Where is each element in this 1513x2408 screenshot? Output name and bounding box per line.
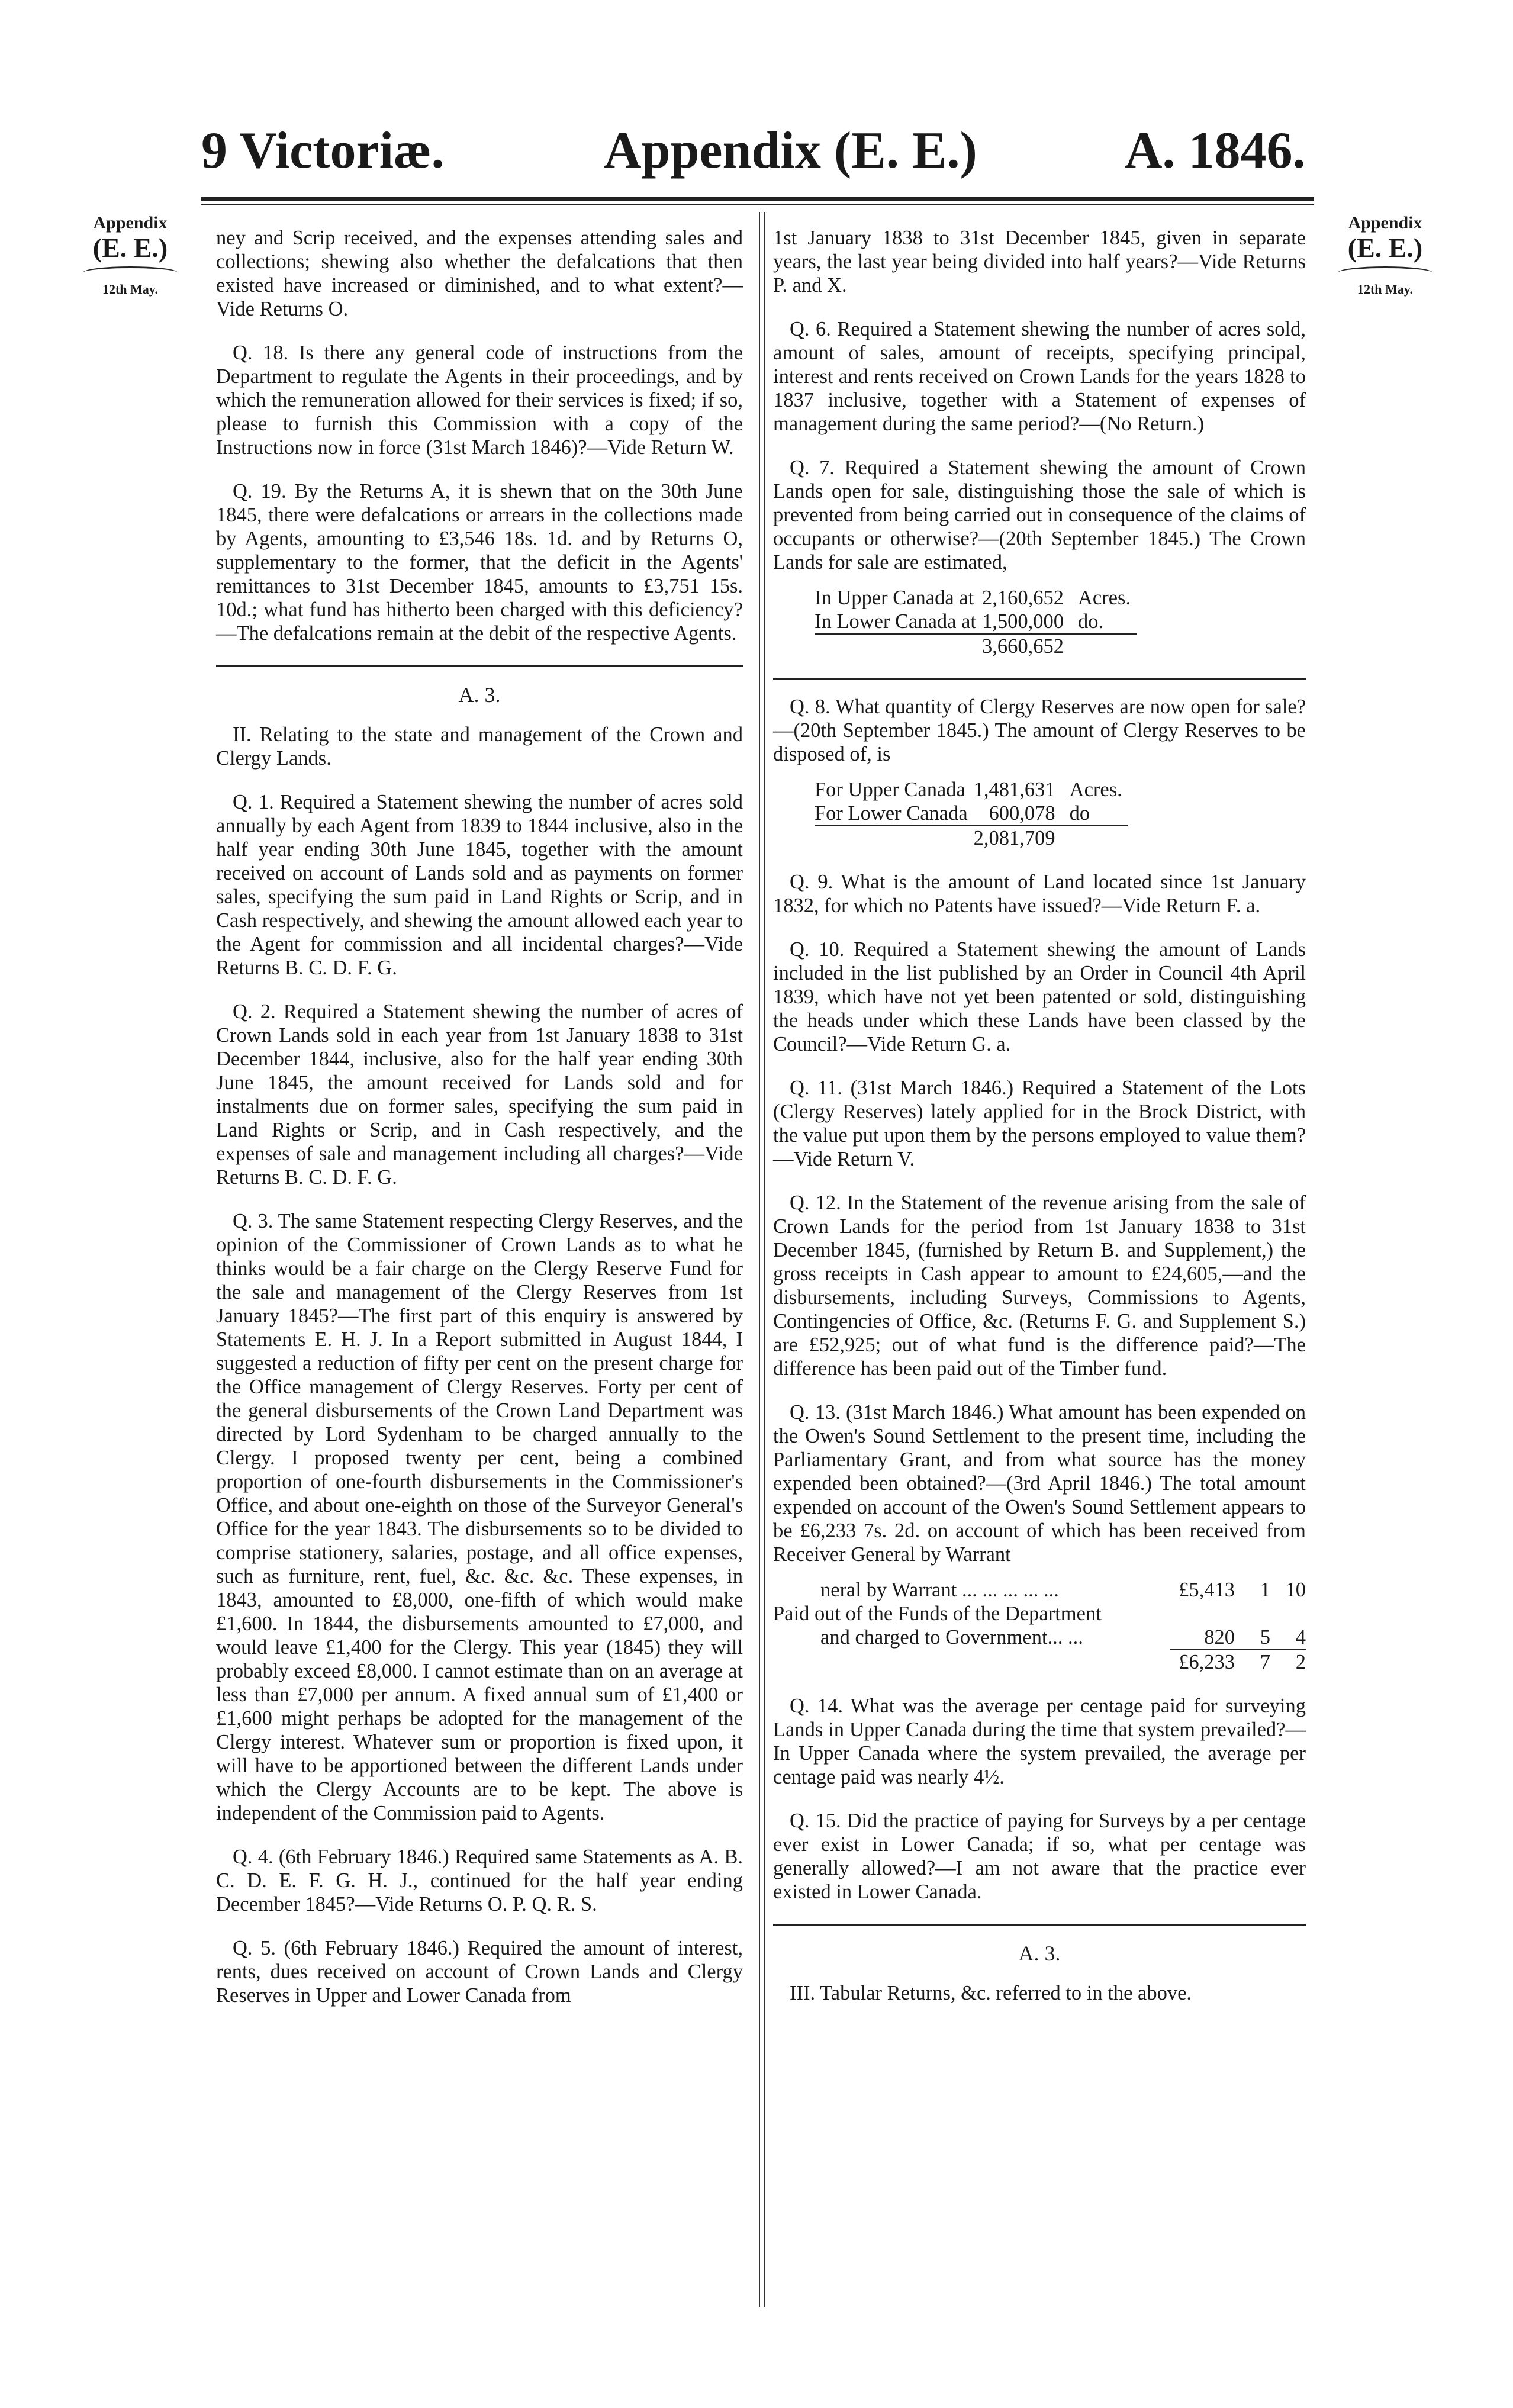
table-row [815, 778, 1128, 801]
table-row [773, 1578, 1306, 1602]
margin-appendix-code: (E. E.) [1347, 233, 1423, 263]
header-regnal-year: 9 Victoriæ. [201, 122, 445, 179]
question-11: Q. 11. (31st March 1846.) Required a Statement of the Lots (Clergy Reserves) lately applied for in the Brock District, with the value put upon them by the persons employed to value them?—Vide Return V. [773, 1077, 1306, 1170]
header-rule-thick [201, 197, 1314, 201]
pounds-cell: 820 [1204, 1626, 1235, 1649]
crown-lands-table [815, 586, 1137, 658]
section-title-ii: II. Relating to the state and management of the Crown and Clergy Lands. [216, 723, 743, 770]
row-value: 1,481,631 [973, 778, 1055, 801]
question-9: Q. 9. What is the amount of Land located since 1st January 1832, for which no Patents have issued?—Vide Return F. a. [773, 871, 1306, 917]
right-column [773, 226, 1306, 2025]
row-unit: Acres. [1078, 587, 1131, 609]
question-5: Q. 5. (6th February 1846.) Required the amount of interest, rents, dues received on account of Crown Lands and Clergy Reserves in Upper and Lower Canada from [216, 1937, 743, 2007]
question-13: Q. 13. (31st March 1846.) What amount has been expended on the Owen's Sound Settlement to the present time, including the Parliamentary Grant, and from what source has the money expended been obtained?—(3rd April 1846.) The total amount expended on account of the Owen's Sound Settlement appears to be £6,233 7s. 2d. on account of which has been received from Receiver General by Warrant [773, 1401, 1306, 1566]
table-row [815, 610, 1137, 634]
pence-cell: 2 [1270, 1650, 1306, 1674]
table-row [815, 801, 1128, 826]
margin-brace [83, 266, 178, 279]
pence-cell: 4 [1295, 1626, 1306, 1649]
row-unit: do [1069, 802, 1090, 825]
pence-cell: 10 [1285, 1579, 1306, 1601]
table-total-row [815, 634, 1137, 658]
question-10: Q. 10. Required a Statement shewing the amount of Lands included in the list published by an Order in Council 4th April 1839, which have not yet been patented or sold, distinguishing the heads under which these Lands have been classed by the Council?—Vide Return G. a. [773, 938, 1306, 1055]
margin-date: 12th May. [102, 282, 159, 297]
pounds-cell: £6,233 [1170, 1650, 1235, 1674]
row-label: and charged to Government... ... [820, 1626, 1083, 1649]
question-7: Q. 7. Required a Statement shewing the amount of Crown Lands open for sale, distinguishing those the sale of which is prevented from being carried out in consequence of the claims of occupants or otherwise?—(20th September 1845.) The Crown Lands for sale are estimated, [773, 456, 1306, 574]
row-value: 600,078 [989, 802, 1055, 825]
margin-date: 12th May. [1357, 282, 1414, 297]
question-12: Q. 12. In the Statement of the revenue arising from the sale of Crown Lands for the period from 1st January 1838 to 31st December 1845, (furnished by Return B. and Supplement,) the gross receipts in Cash appear to amount to £24,605,—and the disbursements, including Surveys, Commissions to Agents, Contingencies of Office, &c. (Returns F. G. and Supplement S.) are £52,925; out of what fund is the difference paid?—The difference has been paid out of the Timber fund. [773, 1192, 1306, 1380]
row-label: Paid out of the Funds of the Department [773, 1602, 1102, 1625]
table-row [773, 1625, 1306, 1650]
margin-appendix-label: Appendix [93, 213, 168, 233]
header-year: A. 1846. [1125, 122, 1306, 179]
row-label: In Lower Canada at [815, 610, 977, 633]
paragraph-intro: ney and Scrip received, and the expenses attending sales and collections; shewing also whether the defalcations that then existed have increased or diminished, and to what extent?—Vide Returns O. [216, 227, 743, 320]
question-2: Q. 2. Required a Statement shewing the number of acres of Crown Lands sold in each year from 1st January 1838 to 31st December 1844, inclusive, also for the half year ending 30th June 1845, the amount received for Lands sold and for instalments due on former sales, specifying the sum paid in Land Rights or Scrip, and in Cash respectively, and the expenses of sale and management including all charges?—Vide Returns B. C. D. F. G. [216, 1000, 743, 1189]
section-rule [216, 665, 743, 667]
clergy-reserves-table [815, 778, 1128, 850]
pounds-cell: £5,413 [1179, 1579, 1235, 1601]
section-rule [773, 1924, 1306, 1926]
owens-sound-accounts-table [773, 1578, 1306, 1674]
total-value: 2,081,709 [974, 826, 1064, 850]
header-appendix-title: Appendix (E. E.) [604, 122, 977, 179]
header-rule-thin [201, 204, 1314, 205]
table-total-row [815, 826, 1128, 850]
shillings-cell: 1 [1260, 1579, 1270, 1601]
question-8: Q. 8. What quantity of Clergy Reserves are now open for sale?—(20th September 1845.) The amount of Clergy Reserves to be disposed of, is [773, 696, 1306, 765]
question-18: Q. 18. Is there any general code of instructions from the Department to regulate the Agents in their proceedings, and by which the remuneration allowed for their services is fixed; if so, please to furnish this Commission with a copy of the Instructions now in force (31st March 1846)?—Vide Return W. [216, 342, 743, 459]
left-column [216, 226, 743, 2027]
question-4: Q. 4. (6th February 1846.) Required same Statements as A. B. C. D. E. F. G. H. J., continued for the half year ending December 1845?—Vide Returns O. P. Q. R. S. [216, 1846, 743, 1916]
table-total-row [773, 1650, 1306, 1674]
table-row [773, 1602, 1306, 1625]
question-14: Q. 14. What was the average per centage paid for surveying Lands in Upper Canada during the time that system prevailed?—In Upper Canada where the system prevailed, the average per centage paid was nearly 4½. [773, 1695, 1306, 1788]
question-19: Q. 19. By the Returns A, it is shewn that on the 30th June 1845, there were defalcations or arrears in the collections made by Agents, amounting to £3,546 18s. 1d. and by Returns O, supplementary to the former, that the deficit in the Agents' remittances to 31st December 1845, amounts to £3,751 15s. 10d.; what fund has hitherto been charged with this deficiency?—The defalcations remain at the debit of the respective Agents. [216, 480, 743, 645]
question-1: Q. 1. Required a Statement shewing the number of acres sold annually by each Agent from 1839 to 1844 inclusive, also in the half year ending 30th June 1845, together with the amount received on account of Lands sold and as payments on former sales, specifying the sum paid in Land Rights or Scrip, and in Cash respectively, and shewing the amount allowed each year to the Agent for commission and all incidental charges?—Vide Returns B. C. D. F. G. [216, 791, 743, 979]
paragraph-continued: 1st January 1838 to 31st December 1845, given in separate years, the last year being divided into half years?—Vide Returns P. and X. [773, 227, 1306, 297]
row-label: neral by Warrant ... ... ... ... ... [820, 1579, 1059, 1601]
question-15: Q. 15. Did the practice of paying for Surveys by a per centage ever exist in Lower Canada; if so, what per centage was generally allowed?—I am not aware that the practice ever existed in Lower Canada. [773, 1810, 1306, 1903]
shillings-cell: 5 [1260, 1626, 1270, 1649]
row-value: 1,500,000 [982, 610, 1064, 633]
question-3: Q. 3. The same Statement respecting Clergy Reserves, and the opinion of the Commissioner of Crown Lands as to what he thinks would be a fair charge on the Clergy Reserve Fund for the sale and management of the Clergy Reserves from 1st January 1845?—The first part of this enquiry is answered by Statements E. H. J. In a Report submitted in August 1844, I suggested a reduction of fifty per cent on the present charge for the Office management of Clergy Reserves. Forty per cent of the general disbursements of the Crown Land Department was directed by Lord Sydenham to be charged annually to the Clergy. I proposed twenty per cent, being a combined proportion of one-fourth disbursements in the Commissioner's Office, and about one-eighth on those of the Surveyor General's Office for the year 1843. The disbursements so to be divided to comprise stationery, salaries, postage, and all office expenses, such as furniture, rent, fuel, &c. &c. &c. These expenses, in 1843, amounted to £8,000, one-fifth of which would make £1,600. In 1844, the disbursements amounted to £7,000, and would leave £1,400 for the Clergy. This year (1845) they will probably exceed £8,000. I cannot estimate than on an average at less than £7,000 per annum. A fixed annual sum of £1,400 or £1,600 might perhaps be adopted for the management of the Clergy interest. Whatever sum or proportion is fixed upon, it will have to be apportioned between the different Lands under which the Clergy Accounts are to be kept. The above is independent of the Commission paid to Agents. [216, 1210, 743, 1824]
section-heading-a3: A. 3. [458, 683, 501, 707]
section-heading-a3: A. 3. [1018, 1942, 1061, 1965]
column-divider [764, 212, 765, 2307]
section-title-iii: III. Tabular Returns, &c. referred to in the above. [790, 1982, 1192, 2004]
margin-brace [1338, 266, 1432, 279]
row-value: 2,160,652 [982, 587, 1064, 609]
margin-appendix-code: (E. E.) [92, 233, 168, 263]
section-rule [773, 678, 1306, 680]
row-unit: do. [1078, 610, 1104, 633]
table-row [815, 586, 1137, 610]
shillings-cell: 7 [1235, 1650, 1270, 1674]
row-label: For Upper Canada [815, 778, 965, 801]
margin-note-right [1326, 213, 1444, 298]
margin-appendix-label: Appendix [1348, 213, 1422, 233]
page-header [201, 121, 1326, 186]
row-label: For Lower Canada [815, 802, 968, 825]
margin-note-left [71, 213, 189, 298]
question-6: Q. 6. Required a Statement shewing the number of acres sold, amount of sales, amount of receipts, specifying principal, interest and rents received on Crown Lands for the years 1828 to 1837 inclusive, together with a Statement of expenses of management during the same period?—(No Return.) [773, 318, 1306, 435]
column-divider [759, 212, 760, 2307]
row-unit: Acres. [1069, 778, 1122, 801]
total-value: 3,660,652 [982, 634, 1072, 658]
row-label: In Upper Canada at [815, 587, 974, 609]
